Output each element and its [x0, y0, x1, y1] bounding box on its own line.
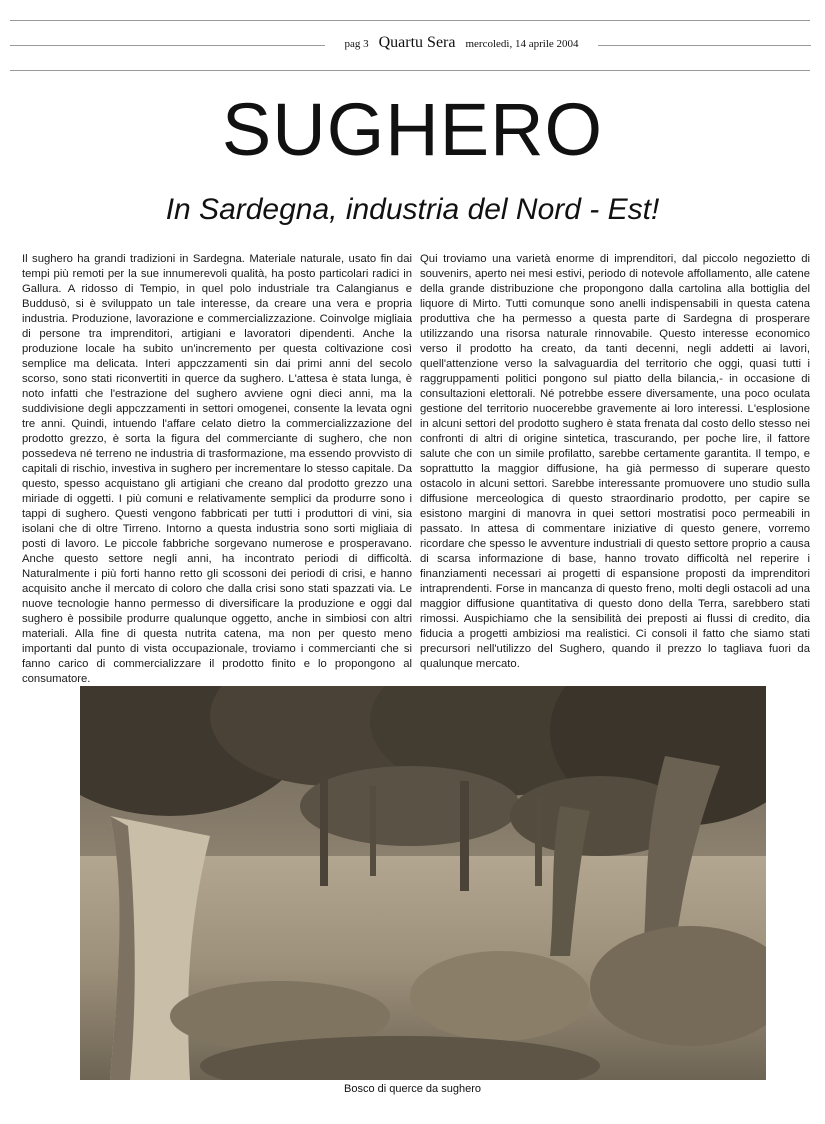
article-column-right: Qui troviamo una varietà enorme di imprenditori, dal piccolo negozietto di souvenirs, aperto nei mesi estivi, periodo di notevole affollamento, alle catene della grande distribuzione che propongono dalla cartolina alla bottiglia del liquore di Mirto. Tutti comunque sono anelli indispensabili in questa catena produttiva che ha permesso a questa parte di Sardegna di prosperare utilizzando una risorsa naturale rinnovabile. Questo interesse economico verso il prodotto ha creato, da tanti decenni, negli addetti ai lavori, quell'attenzione verso la salvaguardia del territorio che oggi, quasi tutti i raggruppamenti politici pongono sul piatto della bilancia,- in occasione di consultazioni elettorali. Né potrebbe essere diversamente, una poco oculata gestione del territorio nuocerebbe gravemente ai loro interessi. L'esplosione in alcuni settori del prodotto sughero è stata frenata dal costo dello stesso nei confronti di altri di origine sintetica, trascurando, per poche lire, il fattore salute che con un simile profilatto, sarebbe certamente garantita. Il tempo, e soprattutto la maggior diffusione, ha già permesso di superare questo ostacolo in alcuni settori. Sarebbe interessante promuovere uno studio sulla diffusione merceologica di questo straordinario prodotto, per capire se esistono margini di manovra in quei settori mostratisi poco permeabili in passato. In attesa di commentare iniziative di questo genere, vorremo ricordare che spesso le avventure industriali di questo settore proprio a causa di scarsa informazione di base, hanno trovato difficoltà nel reperire i finanziamenti necessari ai progetti di espansione proposti da imprenditori intraprendenti. Forse in mancanza di questo freno, molti degli ostacoli ad una maggior diffusione quantitativa di questo dono della Terra, sarebbero stati rimossi. Auspichiamo che la sensibilità dei preposti ai flussi di credito, dia fiducia a progetti ambiziosi ma realistici. Ci consoli il fatto che siamo stati precursori nell'utilizzo del Sughero, quando il prezzo lo tagliava fuori da qualunque mercato.: [420, 253, 810, 670]
header-rule-left: [10, 45, 325, 46]
page-number: pag 3: [344, 38, 369, 50]
article-title: SUGHERO: [221, 88, 604, 171]
publication-name: Quartu Sera: [378, 34, 456, 51]
top-rule: [10, 20, 810, 21]
photo-caption: Bosco di querce da sughero: [344, 1083, 481, 1095]
page-header: [325, 34, 598, 52]
article-subtitle: In Sardegna, industria del Nord - Est!: [165, 193, 660, 226]
issue-date: mercoledì, 14 aprile 2004: [465, 38, 579, 50]
header-bottom-rule: [10, 70, 810, 71]
cork-forest-photo: [80, 686, 766, 1080]
header-rule-right: [598, 45, 811, 46]
article-column-left: Il sughero ha grandi tradizioni in Sardegna. Materiale naturale, usato fin dai tempi più remoti per la sue innumerevoli qualità, ha posto particolari radici in Gallura. A ridosso di Tempio, in quel polo industriale tra Calangianus e Buddusò, si è sviluppato un tale interesse, da creare una vera e propria industria. Produzione, lavorazione e commercializzazione. Coinvolge migliaia di persone tra imprenditori, artigiani e lavoratori dipendenti. Anche la produzione locale ha subito un'incremento per questa coltivazione così semplice ma delicata. Interi appczzamenti sin dai primi anni del secolo scorso, sono stati riconvertiti in querce da sughero. L'attesa è stata lunga, è noto infatti che l'estrazione del sughero avviene ogni dieci anni, ma la suddivisione degli appczzamenti in settori omogenei, consente la levata ogni tre anni. Quindi, intuendo l'affare celato dietro la commercializzazione del prodotto grezzo, è sorta la figura del commerciante di sughero, che non possedeva né terreno ne industria di trasformazione, ma essendo provvisto di capitali di rischio, investiva in sughero per incrementare lo stesso capitale. Da questo, spesso acquistano gli artigiani che creano dal prodotto grezzo una miriade di oggetti. I più comuni e relativamente semplici da produrre sono i tappi di sughero. Questi vengono fabbricati per tutti i produttori di vini, sia isolani che di oltre Tirreno. Intorno a questa industria sono sorti migliaia di posti di lavoro. Le piccole fabbriche sorgevano numerose e prosperavano. Anche questo settore negli anni, ha incontrato periodi di difficoltà. Naturalmente i più forti hanno retto gli scossoni dei periodi di crisi, e hanno acquisito anche il mercato di coloro che dalla crisi sono stati spazzati via. Le nuove tecnologie hanno permesso di diversificare la produzione e oggi dal sughero è possibile produrre qualunque oggetto, anche in simbiosi con altri materiali. Alla fine di questa nutrita catena, ma non per questo meno importanti dal punto di vista occupazionale, troviamo i commercianti che si fanno carico di commercializzare il prodotto finito e lo propongono al consumatore.: [22, 253, 412, 685]
